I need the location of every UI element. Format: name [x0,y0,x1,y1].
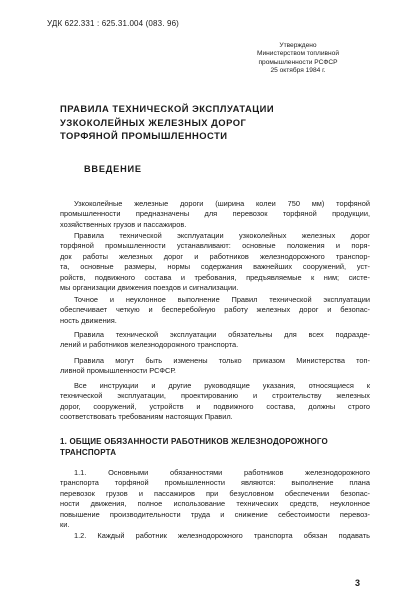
text-line: та, основные размеры, нормы содержания важнейших сооружений, уст- [60,262,370,272]
approval-line: промышленности РСФСР [258,58,338,66]
text-line: перевозок грузов и пассажиров при безусловном обеспечении безопас- [60,488,370,498]
text-line: док работы железных дорог и работников железнодорожного транспор- [60,251,370,261]
intro-paragraph [60,356,370,377]
text-line: обеспечивает четкую и бесперебойную работу железных дорог и безопас- [60,305,370,315]
text-line: дорог, сооружений, устройств и подвижного состава, должны строго [60,401,370,411]
text-line: Правила технической эксплуатации обязательны для всех подразде- [74,330,370,339]
text-line: Узкоколейные железные дороги (ширина колеи 750 мм) торфяной [74,199,370,208]
text-line: ность движения. [60,315,117,325]
title-line: УЗКОКОЛЕЙНЫХ ЖЕЛЕЗНЫХ ДОРОГ [60,116,247,128]
approval-line: Утверждено [279,42,317,49]
text-line: Точное и неуклонное выполнение Правил технической эксплуатации [74,295,370,304]
text-line: Правила технической эксплуатации узкоколейных железных дорог [74,231,370,240]
intro-paragraph [60,231,370,293]
udk-code: УДК 622.331 : 625.31.004 (083. 96) [47,19,179,28]
intro-paragraph [60,199,370,230]
text-line: транспорта торфяной промышленности являются: выполнение плана [60,478,370,488]
section-paragraph [60,531,370,541]
section-heading-line: 1. ОБЩИЕ ОБЯЗАННОСТИ РАБОТНИКОВ ЖЕЛЕЗНОДОРОЖНОГО [60,437,328,446]
text-line: промышленности предназначены для перевозок торфяной продукции, [60,209,370,219]
page-number: 3 [355,578,361,588]
text-line: ки. [60,520,70,530]
text-line: ности движения, полное использование технических средств, неуклонное [60,499,370,509]
title-line: ТОРФЯНОЙ ПРОМЫШЛЕННОСТИ [60,130,228,141]
text-line: Все инструкции и другие руководящие указания, относящиеся к [74,381,370,390]
section-heading [60,436,328,458]
text-line: ливной промышленности РСФСР. [60,366,176,376]
text-line: торфяной промышленности устанавливают: основные положения и поря- [60,241,370,251]
intro-paragraph [60,330,370,351]
text-line: ройств, подвижного состава и требования, предъявляемые к ним; систе- [60,272,370,282]
text-line: 1.1. Основными обязанностями работников железнодорожного [74,468,370,477]
text-line: 1.2. Каждый работник железнодорожного транспорта обязан подавать [74,531,370,540]
text-line: Правила могут быть изменены только приказом Министерства топ- [74,356,370,365]
intro-paragraph [60,381,370,423]
text-line: хозяйственных грузов и пассажиров. [60,219,187,229]
approval-stamp [248,42,348,76]
text-line: лений и работников железнодорожного транспорта. [60,340,239,350]
approval-line: 25 октября 1984 г. [270,67,326,75]
approval-line: Министерством топливной [256,50,340,58]
intro-paragraph [60,295,370,326]
title-line: ПРАВИЛА ТЕХНИЧЕСКОЙ ЭКСПЛУАТАЦИИ [60,103,275,114]
text-line: соответствовать требованиям настоящих Правил. [60,412,233,422]
text-line: технической эксплуатации, проектированию и строительству железных [60,391,370,401]
text-line: мы организации движения поездов и сигнализации. [60,283,239,293]
document-title [60,102,274,143]
intro-heading: ВВЕДЕНИЕ [84,164,142,174]
text-line: повышение производительности труда и снижение себестоимости перевоз- [60,509,370,519]
section-paragraph [60,468,370,530]
section-heading-line: ТРАНСПОРТА [60,448,117,457]
